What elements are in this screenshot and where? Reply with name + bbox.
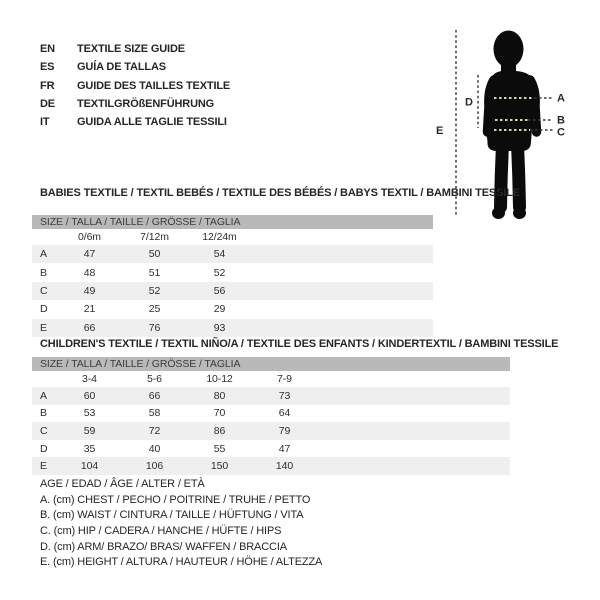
value-cell: 25: [148, 303, 161, 316]
value-cell: 51: [148, 266, 161, 279]
label-waist-b: B: [557, 114, 565, 127]
row-label-cell: A: [40, 248, 47, 261]
value-cell: 58: [148, 407, 161, 420]
value-cell: 59: [83, 424, 96, 437]
value-cell: 29: [213, 303, 226, 316]
column-header-row: [32, 229, 433, 245]
label-chest-a: A: [557, 92, 565, 105]
children-table-body: [32, 387, 510, 475]
value-cell: 93: [213, 321, 226, 334]
value-cell: 60: [83, 389, 96, 402]
value-cell: 66: [148, 389, 161, 402]
language-code: FR: [40, 79, 55, 92]
legend-item: B. (cm) WAIST / CINTURA / TAILLE / HÜFTUNG / VITA: [40, 509, 304, 522]
value-cell: 47: [278, 442, 291, 455]
table-row: [32, 387, 510, 405]
language-label: GUIDA ALLE TAGLIE TESSILI: [77, 116, 227, 129]
children-table-title: CHILDREN'S TEXTILE / TEXTIL NIÑO/A / TEXTILE DES ENFANTS / KINDERTEXTIL / BAMBINI TESSILE: [40, 338, 559, 350]
value-cell: 140: [275, 460, 294, 473]
babies-table-title: BABIES TEXTILE / TEXTIL BEBÉS / TEXTILE DES BÉBÉS / BABYS TEXTIL / BAMBINI TESSILE: [40, 187, 520, 199]
value-cell: 70: [213, 407, 226, 420]
legend-item: A. (cm) CHEST / PECHO / POITRINE / TRUHE / PETTO: [40, 493, 311, 506]
value-cell: 79: [278, 424, 291, 437]
row-label-cell: B: [40, 266, 47, 279]
children-column-headers: [32, 371, 510, 387]
label-hip-c: C: [557, 126, 565, 139]
language-label: TEXTILE SIZE GUIDE: [77, 43, 185, 56]
value-cell: 76: [148, 321, 161, 334]
language-label: GUÍA DE TALLAS: [77, 61, 166, 74]
table-row: [32, 300, 433, 318]
value-cell: 21: [83, 303, 96, 316]
column-header-cell: 0/6m: [78, 231, 101, 243]
babies-table-body: [32, 245, 433, 337]
column-header-cell: 5-6: [147, 373, 162, 385]
value-cell: 48: [83, 266, 96, 279]
value-cell: 104: [80, 460, 99, 473]
value-cell: 80: [213, 389, 226, 402]
row-label-cell: E: [40, 321, 47, 334]
babies-column-headers: [32, 229, 433, 245]
row-label-cell: D: [40, 442, 48, 455]
table-row: [32, 422, 510, 440]
language-code: ES: [40, 61, 55, 74]
value-cell: 52: [148, 284, 161, 297]
language-row: [40, 77, 230, 95]
value-cell: 53: [83, 407, 96, 420]
row-label-cell: C: [40, 284, 48, 297]
value-cell: 73: [278, 389, 291, 402]
language-list: [40, 40, 230, 131]
value-cell: 50: [148, 248, 161, 261]
table-row: [32, 457, 510, 475]
label-arm-d: D: [465, 96, 473, 109]
table-row: [32, 263, 433, 281]
legend-age-line: AGE / EDAD / ÂGE / ALTER / ETÀ: [40, 477, 205, 490]
legend-item: D. (cm) ARM/ BRAZO/ BRAS/ WAFFEN / BRACCIA: [40, 540, 287, 553]
row-label-cell: D: [40, 303, 48, 316]
value-cell: 35: [83, 442, 96, 455]
value-cell: 72: [148, 424, 161, 437]
language-row: [40, 40, 230, 58]
table-row: [32, 440, 510, 458]
value-cell: 49: [83, 284, 96, 297]
column-header-cell: 3-4: [82, 373, 97, 385]
language-code: EN: [40, 43, 55, 56]
column-header-row: [32, 371, 510, 387]
table-row: [32, 282, 433, 300]
value-cell: 54: [213, 248, 226, 261]
table-row: [32, 319, 433, 337]
value-cell: 86: [213, 424, 226, 437]
column-header-cell: 7/12m: [140, 231, 169, 243]
row-label-cell: B: [40, 407, 47, 420]
value-cell: 56: [213, 284, 226, 297]
column-header-cell: 12/24m: [202, 231, 237, 243]
row-label-cell: E: [40, 460, 47, 473]
table-row: [32, 245, 433, 263]
language-label: TEXTILGRÖßENFÜHRUNG: [77, 98, 215, 111]
babies-size-header: SIZE / TALLA / TAILLE / GRÖSSE / TAGLIA: [32, 215, 433, 229]
children-size-header: SIZE / TALLA / TAILLE / GRÖSSE / TAGLIA: [32, 357, 510, 371]
language-row: [40, 95, 230, 113]
table-row: [32, 405, 510, 423]
legend-item: C. (cm) HIP / CADERA / HANCHE / HÜFTE / HIPS: [40, 524, 282, 537]
column-header-cell: 7-9: [277, 373, 292, 385]
value-cell: 40: [148, 442, 161, 455]
value-cell: 150: [210, 460, 229, 473]
label-height-e: E: [436, 125, 444, 137]
language-row: [40, 58, 230, 76]
language-code: DE: [40, 98, 55, 111]
value-cell: 47: [83, 248, 96, 261]
value-cell: 66: [83, 321, 96, 334]
value-cell: 64: [278, 407, 291, 420]
value-cell: 55: [213, 442, 226, 455]
child-measurement-diagram: [428, 8, 600, 238]
language-row: [40, 113, 230, 131]
value-cell: 106: [145, 460, 164, 473]
measurement-legend: [40, 476, 322, 570]
language-label: GUIDE DES TAILLES TEXTILE: [77, 79, 231, 92]
legend-item: E. (cm) HEIGHT / ALTURA / HAUTEUR / HÖHE / ALTEZZA: [40, 556, 323, 569]
value-cell: 52: [213, 266, 226, 279]
language-code: IT: [40, 116, 50, 129]
row-label-cell: C: [40, 424, 48, 437]
column-header-cell: 10-12: [206, 373, 233, 385]
row-label-cell: A: [40, 389, 47, 402]
